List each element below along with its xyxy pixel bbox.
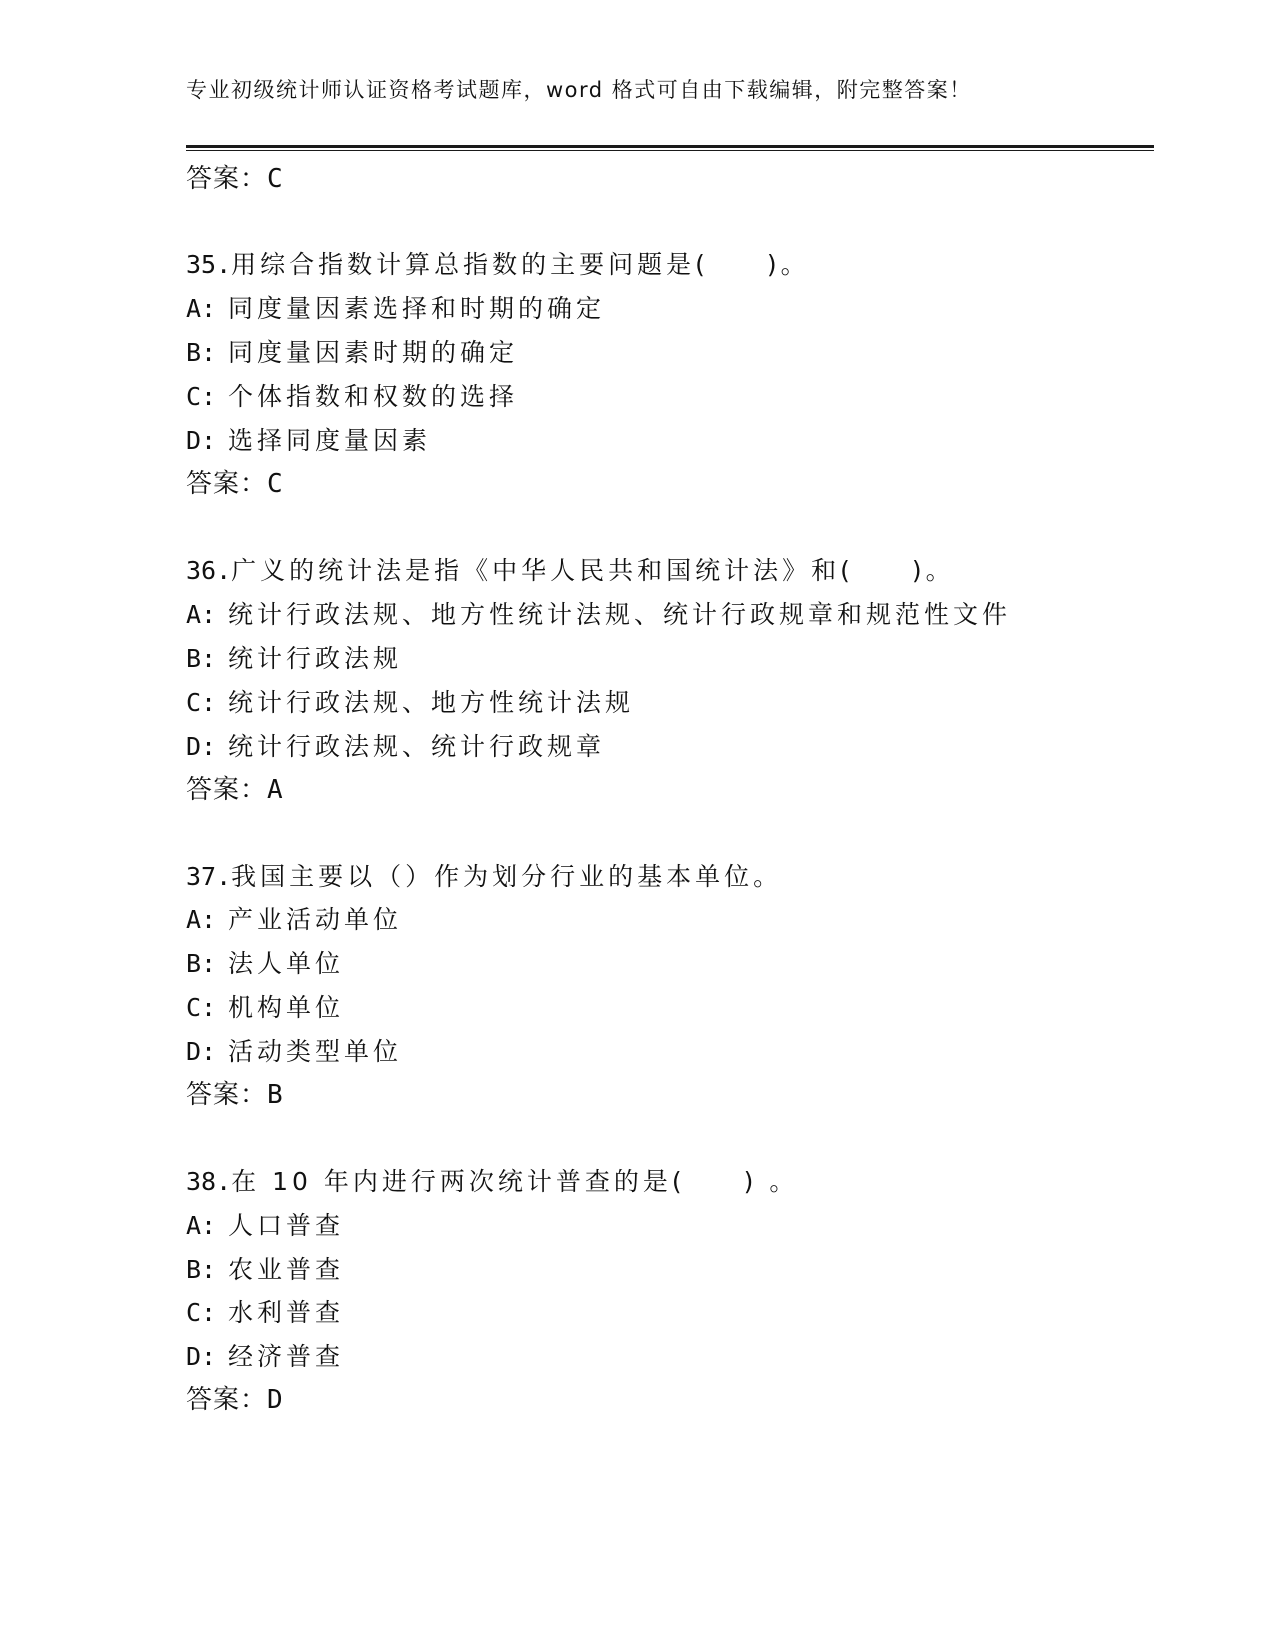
question-35 <box>186 245 810 281</box>
answer-label: 答案： <box>186 775 268 805</box>
answer-label: 答案： <box>186 164 268 194</box>
option-36-c <box>186 683 634 719</box>
option-text: 经济普查 <box>228 1342 345 1371</box>
option-text: 同度量因素选择和时期的确定 <box>228 294 606 323</box>
page-header: 专业初级统计师认证资格考试题库，word 格式可自由下载编辑，附完整答案！ <box>186 78 972 102</box>
option-36-d <box>186 727 605 763</box>
question-text: 用综合指数计算总指数的主要问题是( )。 <box>231 250 810 279</box>
option-38-b <box>186 1250 344 1286</box>
option-letter: A: <box>186 1211 217 1240</box>
question-36 <box>186 551 955 587</box>
option-letter: D: <box>186 426 217 455</box>
option-letter: A: <box>186 600 217 629</box>
option-letter: B: <box>186 338 217 367</box>
option-letter: D: <box>186 732 217 761</box>
answer-35 <box>186 463 284 500</box>
option-38-a <box>186 1206 344 1242</box>
answer-38 <box>186 1379 284 1416</box>
option-letter: C: <box>186 382 217 411</box>
option-37-a <box>186 900 402 936</box>
option-text: 选择同度量因素 <box>228 426 432 455</box>
option-38-d <box>186 1337 344 1373</box>
question-number: 37. <box>186 862 232 891</box>
question-number: 38. <box>186 1167 232 1196</box>
option-35-a <box>186 289 605 325</box>
answer-value: C <box>267 469 284 499</box>
previous-answer <box>186 158 284 195</box>
option-35-b <box>186 333 518 369</box>
answer-label: 答案： <box>186 1385 268 1415</box>
option-text: 机构单位 <box>228 993 345 1022</box>
option-37-b <box>186 944 344 980</box>
option-letter: A: <box>186 294 217 323</box>
option-text: 统计行政法规 <box>228 644 403 673</box>
option-35-d <box>186 421 431 457</box>
option-letter: C: <box>186 993 217 1022</box>
option-text: 水利普查 <box>228 1298 345 1327</box>
option-text: 统计行政法规、地方性统计法规 <box>228 688 635 717</box>
option-letter: B: <box>186 1255 217 1284</box>
option-letter: D: <box>186 1037 217 1066</box>
question-text: 在 10 年内进行两次统计普查的是( ) 。 <box>231 1167 799 1196</box>
question-text: 广义的统计法是指《中华人民共和国统计法》和( )。 <box>231 556 955 585</box>
answer-36 <box>186 769 284 806</box>
option-36-a <box>186 595 1011 631</box>
option-text: 统计行政法规、统计行政规章 <box>228 732 606 761</box>
answer-value: A <box>267 775 284 805</box>
answer-value: C <box>267 164 284 194</box>
answer-label: 答案： <box>186 469 268 499</box>
question-number: 36. <box>186 556 232 585</box>
option-text: 个体指数和权数的选择 <box>228 382 519 411</box>
option-text: 农业普查 <box>228 1255 345 1284</box>
option-37-d <box>186 1032 402 1068</box>
option-letter: A: <box>186 905 217 934</box>
option-36-b <box>186 639 402 675</box>
option-letter: B: <box>186 949 217 978</box>
answer-value: D <box>267 1385 284 1415</box>
question-38 <box>186 1162 798 1198</box>
option-38-c <box>186 1293 344 1329</box>
header-divider <box>186 145 1154 148</box>
option-letter: D: <box>186 1342 217 1371</box>
answer-value: B <box>267 1080 284 1110</box>
answer-label: 答案： <box>186 1080 268 1110</box>
option-37-c <box>186 988 344 1024</box>
option-text: 统计行政法规、地方性统计法规、统计行政规章和规范性文件 <box>228 600 1012 629</box>
header-divider-thin <box>186 150 1154 151</box>
option-text: 人口普查 <box>228 1211 345 1240</box>
option-letter: C: <box>186 1298 217 1327</box>
option-letter: B: <box>186 644 217 673</box>
option-35-c <box>186 377 518 413</box>
option-text: 法人单位 <box>228 949 345 978</box>
option-text: 活动类型单位 <box>228 1037 403 1066</box>
answer-37 <box>186 1074 284 1111</box>
question-text: 我国主要以（）作为划分行业的基本单位。 <box>231 862 783 891</box>
question-number: 35. <box>186 250 232 279</box>
option-text: 同度量因素时期的确定 <box>228 338 519 367</box>
option-text: 产业活动单位 <box>228 905 403 934</box>
option-letter: C: <box>186 688 217 717</box>
question-37 <box>186 857 782 893</box>
